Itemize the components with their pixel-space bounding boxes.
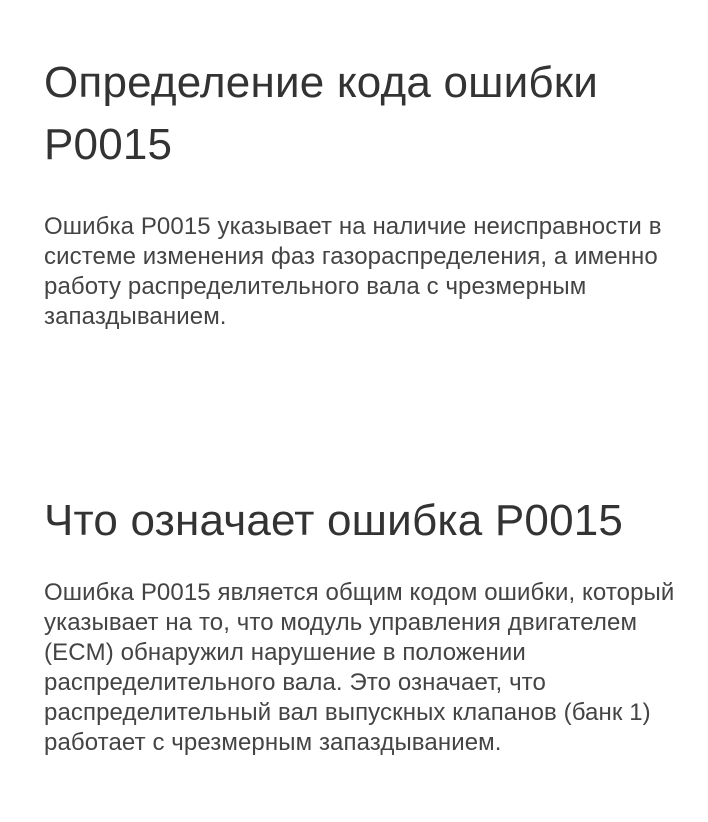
section-title: Определение кода ошибки P0015: [44, 58, 599, 169]
section-body: Ошибка P0015 указывает на наличие неисправности в системе изменения фаз газораспределения, а именно работу распределительного вала с чрезмерным запаздыванием.: [44, 213, 662, 330]
section-title: Что означает ошибка P0015: [44, 496, 624, 545]
section-meaning: [44, 490, 684, 758]
section-body: Ошибка P0015 является общим кодом ошибки, который указывает на то, что модуль управления двигателем (ECM) обнаружил нарушение в положении распределительного вала. Это означает, что распределительный вал выпускных клапанов (банк 1) работает с чрезмерным запаздыванием.: [44, 579, 675, 756]
section-definition: [44, 52, 684, 332]
